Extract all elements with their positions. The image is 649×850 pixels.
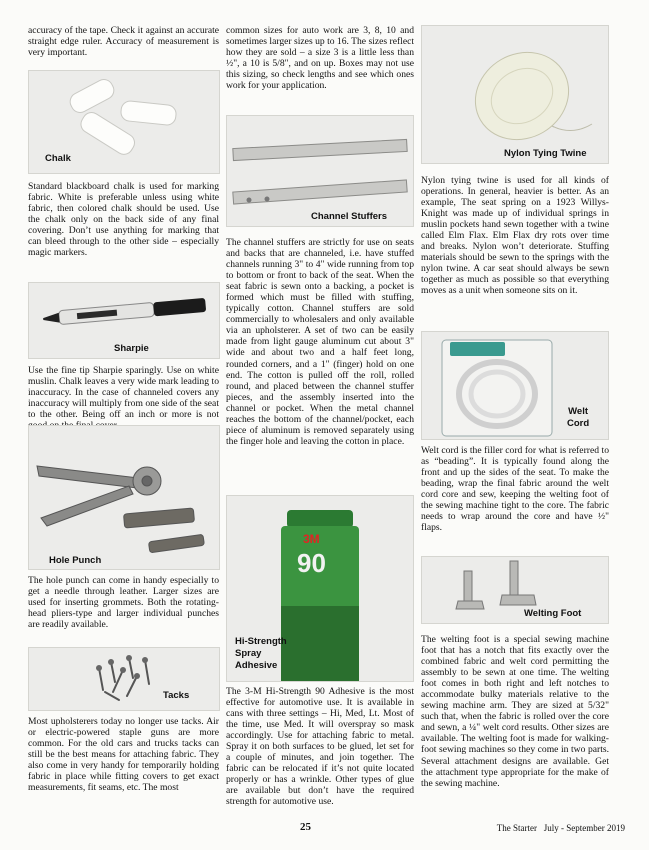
page-number: 25 xyxy=(300,821,311,833)
spray-caption-line3: Adhesive xyxy=(235,660,278,671)
welt-cord-photo xyxy=(421,331,609,440)
channel-stuffers-illustration xyxy=(227,116,413,226)
spray-caption-line1: Hi-Strength xyxy=(235,636,287,647)
paragraph-chalk: Standard blackboard chalk is used for marking fabric. White is preferable unless using white fabric, then colored chalk should be used. Use the chalk only on the back side of any final covering. Don’t use anything for marking that can bleed through to the other side – especially magic markers. xyxy=(28,181,219,259)
hole-punch-illustration xyxy=(29,426,219,569)
paragraph-spray-adhesive: The 3-M Hi-Strength 90 Adhesive is the most effective for automotive use. It is available in cans with three settings – Hi, Med, Lt. Most of the time, use Med. It will overspray so mask accordingly. Use for attaching fabric to metal. Spray it on both surfaces to be glued, let set for a couple of minutes, and join together. The fabric can be relocated if it’s not quite located properly or has a wrinkle. Other types of glue are available but don’t have the required strength for automotive use. xyxy=(226,686,414,808)
welting-foot-photo xyxy=(421,556,609,624)
paragraph-sharpie: Use the fine tip Sharpie sparingly. Use on white muslin. Chalk leaves a very wide mark leading to inaccuracy. In the case of channeled covers any inaccuracy will multiply from one side of the seat to the other. Being off an inch or more is not xyxy=(28,365,219,421)
paragraph-hole-punch: The hole punch can come in handy especially to get a needle through leather. Larger sizes are used for inserting grommets. Both the rotating-head pliers-type and larger individual punches are readily available. xyxy=(28,575,219,631)
welting-foot-caption: Welting Foot xyxy=(524,608,582,619)
spray-adhesive-photo xyxy=(226,495,414,682)
paragraph-welt-cord: Welt cord is the filler cord for what is referred to as “beading”. It is typically found along the front and up the sides of the seat. To make the beading, wrap the final fabric around the welt cord core and sew, keeping the welting foot of the sewing machine tight to the core. The fabric needs to wrap around the core and have ½" flaps. xyxy=(421,445,609,534)
hole-punch-caption: Hole Punch xyxy=(49,555,102,566)
welt-caption-line1: Welt xyxy=(568,406,589,417)
paragraph-tack-sizes: common sizes for auto work are 3, 8, 10 and sometimes larger sizes up to 16. The sizes reflect how they are sold – a size 3 is a little less than ½", a 10 is 5/8", and on up. Boxes may not use this sizing, so check lengths and see which ones work for your application. xyxy=(226,25,415,92)
tacks-photo xyxy=(28,647,220,711)
chalk-photo xyxy=(28,70,220,174)
paragraph-tape: accuracy of the tape. Check it against an accurate straight edge ruler. Accuracy of measurement is very important. xyxy=(28,25,219,59)
nylon-twine-photo xyxy=(421,25,609,164)
sharpie-photo xyxy=(28,282,220,359)
paragraph-nylon-twine: Nylon tying twine is used for all kinds of operations. In general, heavier is better. As an example, The seat spring on a 1923 Willys-Knight was made up of individual springs in muslin pockets hand sewn together with a twine called Elm Flax. Elm Flax dry rots over time and breaks. Nylon won’t deteriorate. Stuffing materials should be sewn to the springs with the nylon twine. A car seat should always be sewn together as much as possible so that everything moves as a unit when someone sits on it. xyxy=(421,175,609,297)
paragraph-tacks: Most upholsterers today no longer use tacks. Air or electric-powered staple guns are more common. For the old cars and trucks tacks can still be the best means for attaching fabric. They also come in very handy for temporarily holding fabric in place while fitting covers to get exact measurements, fit seams, etc. The most xyxy=(28,716,219,794)
paragraph-channel-stuffers: The channel stuffers are strictly for use on seats and backs that are channeled, i.e. have stuffed channels running 3" to 4" wide running from top to bottom or front to back of the seat. When the seat fabric is sewn onto a backing, a pocket is formed which must be filled with stuffing, typically cotton. Channel stuffers are sold commercially to wholesalers and only available via an upholsterer. A set of two can be easily made from light gauge aluminum cut about 3" wide and about two and a half feet long, rounded corners, and a 1" (finger) hold on one end. The cotton is pulled off the roll, rolled round, and placed between the channel stuffer pieces, and the assembly inserted into the channel or pocket. When the metal channel reaches the bottom of the channel/pocket, each piece of aluminum is removed separately using the finger hole and leaving the cotton in place. xyxy=(226,237,414,447)
hole-punch-photo xyxy=(28,425,220,570)
welt-caption-line2: Cord xyxy=(567,418,590,429)
paragraph-welting-foot: The welting foot is a special sewing machine foot that has a notch that fits exactly over the combined fabric and welt cord permitting the assembly to be sewn at one time. The welting foot comes in both right and left notches to accommodate bulky materials relative to the sewing machine arm. They are sized at 5/32" such that, when the fabric is rolled over the core and sewn, a ¼" welt cord results. Other sizes are available. The welting foot is made for walking-foot sewing machines so they come in two parts. Several attachment designs are available. Get the attachment type appropriate for the make of the sewing machine. xyxy=(421,634,609,789)
welt-cord-caption xyxy=(567,406,589,430)
sharpie-caption: Sharpie xyxy=(114,343,149,354)
channel-stuffers-caption: Channel Stuffers xyxy=(311,211,388,222)
tacks-caption: Tacks xyxy=(163,690,190,701)
publication-footer: The Starter July - September 2019 xyxy=(496,823,625,833)
spray-can-brand: 3M xyxy=(303,532,320,546)
channel-stuffers-photo xyxy=(226,115,414,227)
spray-caption-line2: Spray xyxy=(235,648,262,659)
chalk-caption: Chalk xyxy=(45,153,71,164)
spray-can-number: 90 xyxy=(297,548,326,578)
tacks-illustration xyxy=(29,648,219,710)
nylon-twine-caption: Nylon Tying Twine xyxy=(504,148,587,159)
twine-illustration xyxy=(422,26,608,163)
spray-adhesive-caption xyxy=(235,636,287,672)
